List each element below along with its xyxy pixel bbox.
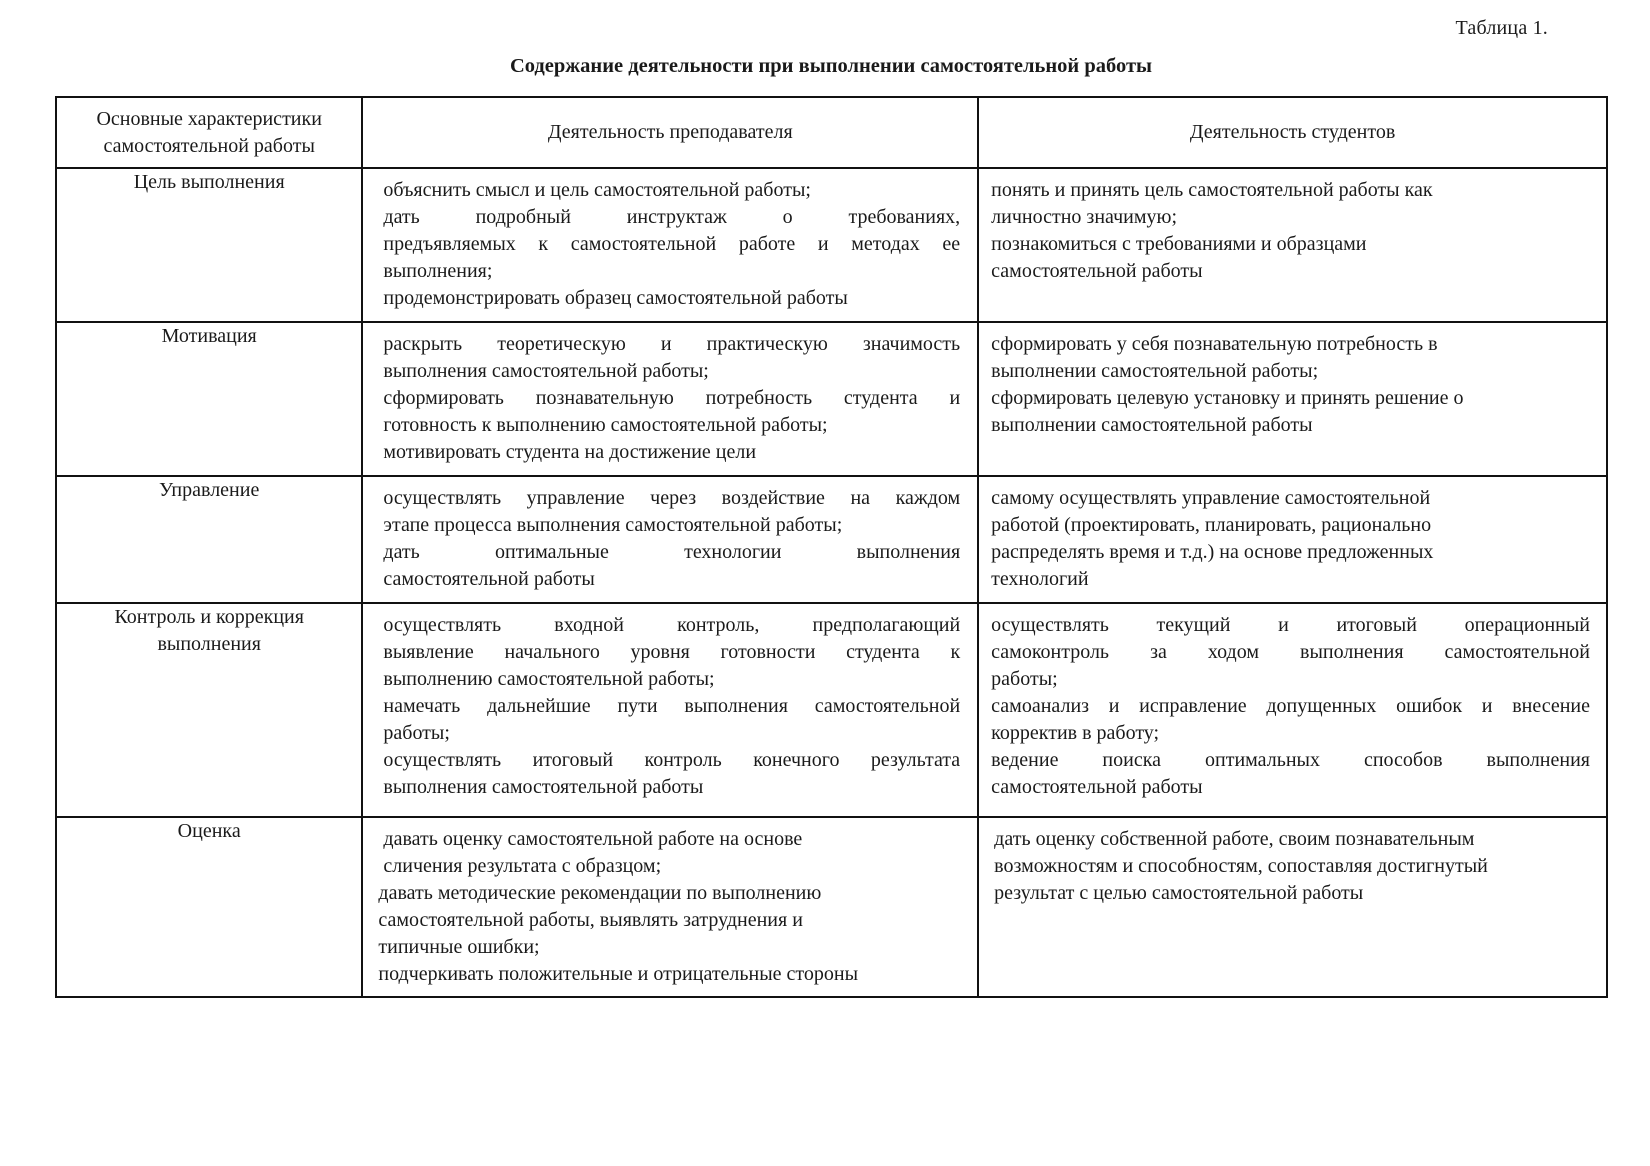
teacher-item: осуществлять итоговый контроль конечного результата	[383, 749, 961, 771]
characteristic-label: Мотивация	[161, 325, 257, 347]
characteristic-label: Контроль и коррекция	[114, 606, 304, 628]
student-item: работой (проектировать, планировать, рационально	[991, 514, 1432, 536]
header-line: самостоятельной работы	[103, 134, 315, 157]
header-characteristics	[56, 97, 362, 168]
student-item: выполнении самостоятельной работы	[991, 414, 1313, 436]
teacher-activity-cell	[362, 476, 978, 603]
teacher-item: мотивировать студента на достижение цели	[383, 441, 757, 463]
student-item: сформировать целевую установку и принять решение о	[991, 387, 1464, 409]
teacher-activity-cell	[362, 603, 978, 817]
student-item: осуществлять текущий и итоговый операционный	[991, 614, 1590, 636]
teacher-item: работы;	[383, 722, 450, 744]
student-item: технологий	[991, 568, 1089, 590]
table-row	[56, 168, 1607, 322]
teacher-item: типичные ошибки;	[378, 936, 540, 958]
teacher-item: самостоятельной работы, выявлять затруднения и	[378, 909, 803, 931]
characteristic-cell	[56, 817, 362, 997]
student-activity-cell	[978, 322, 1607, 476]
teacher-activity-cell	[362, 817, 978, 997]
table-header-row	[56, 97, 1607, 168]
student-activity-cell	[978, 817, 1607, 997]
student-item: возможностям и способностям, сопоставляя достигнутый	[994, 855, 1488, 877]
student-item: личностно значимую;	[991, 206, 1178, 228]
characteristic-cell	[56, 476, 362, 603]
student-item: самостоятельной работы	[991, 260, 1203, 282]
teacher-item: выполнения самостоятельной работы	[383, 776, 704, 798]
teacher-item: выполнению самостоятельной работы;	[383, 668, 715, 690]
teacher-item: подчеркивать положительные и отрицательные стороны	[378, 963, 859, 985]
teacher-item: продемонстрировать образец самостоятельной работы	[383, 287, 848, 309]
header-teacher-activity: Деятельность преподавателя	[362, 97, 978, 168]
table-row	[56, 817, 1607, 997]
characteristic-cell	[56, 322, 362, 476]
teacher-item: этапе процесса выполнения самостоятельной работы;	[383, 514, 843, 536]
table-number-label: Таблица 1.	[1455, 17, 1548, 39]
characteristic-label: Оценка	[177, 820, 241, 842]
student-item: работы;	[991, 668, 1058, 690]
student-activity-cell	[978, 476, 1607, 603]
teacher-item: готовность к выполнению самостоятельной работы;	[383, 414, 828, 436]
teacher-item: дать подробный инструктаж о требованиях,	[383, 206, 961, 228]
teacher-item: объяснить смысл и цель самостоятельной работы;	[383, 179, 811, 201]
table-row	[56, 322, 1607, 476]
student-item: результат с целью самостоятельной работы	[994, 882, 1364, 904]
teacher-item: раскрыть теоретическую и практическую значимость	[383, 333, 961, 355]
student-item: понять и принять цель самостоятельной работы как	[991, 179, 1433, 201]
teacher-activity-cell	[362, 322, 978, 476]
student-item: самоанализ и исправление допущенных ошибок и внесение	[991, 695, 1590, 717]
teacher-item: дать оптимальные технологии выполнения	[383, 541, 961, 563]
student-item: корректив в работу;	[991, 722, 1160, 744]
student-item: сформировать у себя познавательную потребность в	[991, 333, 1438, 355]
student-item: познакомиться с требованиями и образцами	[991, 233, 1367, 255]
table-row	[56, 603, 1607, 817]
teacher-activity-cell	[362, 168, 978, 322]
teacher-item: осуществлять входной контроль, предполагающий	[383, 614, 961, 636]
teacher-item: намечать дальнейшие пути выполнения самостоятельной	[383, 695, 961, 717]
teacher-item: выполнения самостоятельной работы;	[383, 360, 709, 382]
student-activity-cell	[978, 168, 1607, 322]
teacher-item: давать методические рекомендации по выполнению	[378, 882, 822, 904]
characteristic-label: выполнения	[157, 633, 261, 655]
teacher-item: давать оценку самостоятельной работе на основе	[383, 828, 803, 850]
header-line: Основные характеристики	[96, 107, 322, 130]
characteristic-label: Цель выполнения	[133, 171, 285, 193]
teacher-item: сличения результата с образцом;	[383, 855, 662, 877]
student-item: самоконтроль за ходом выполнения самостоятельной	[991, 641, 1590, 663]
teacher-item: выполнения;	[383, 260, 493, 282]
table-title: Содержание деятельности при выполнении самостоятельной работы	[509, 55, 1153, 77]
characteristic-cell	[56, 603, 362, 817]
header-student-activity: Деятельность студентов	[978, 97, 1607, 168]
teacher-item: осуществлять управление через воздействие на каждом	[383, 487, 961, 509]
activity-table	[55, 96, 1608, 998]
student-item: самому осуществлять управление самостоятельной	[991, 487, 1431, 509]
student-item: ведение поиска оптимальных способов выполнения	[991, 749, 1590, 771]
student-item: дать оценку собственной работе, своим познавательным	[994, 828, 1475, 850]
table-row	[56, 476, 1607, 603]
student-activity-cell	[978, 603, 1607, 817]
teacher-item: самостоятельной работы	[383, 568, 595, 590]
student-item: распределять время и т.д.) на основе предложенных	[991, 541, 1434, 563]
characteristic-label: Управление	[159, 479, 260, 501]
student-item: выполнении самостоятельной работы;	[991, 360, 1319, 382]
characteristic-cell	[56, 168, 362, 322]
teacher-item: предъявляемых к самостоятельной работе и методах ее	[383, 233, 961, 255]
teacher-item: сформировать познавательную потребность студента и	[383, 387, 961, 409]
student-item: самостоятельной работы	[991, 776, 1203, 798]
teacher-item: выявление начального уровня готовности студента к	[383, 641, 961, 663]
